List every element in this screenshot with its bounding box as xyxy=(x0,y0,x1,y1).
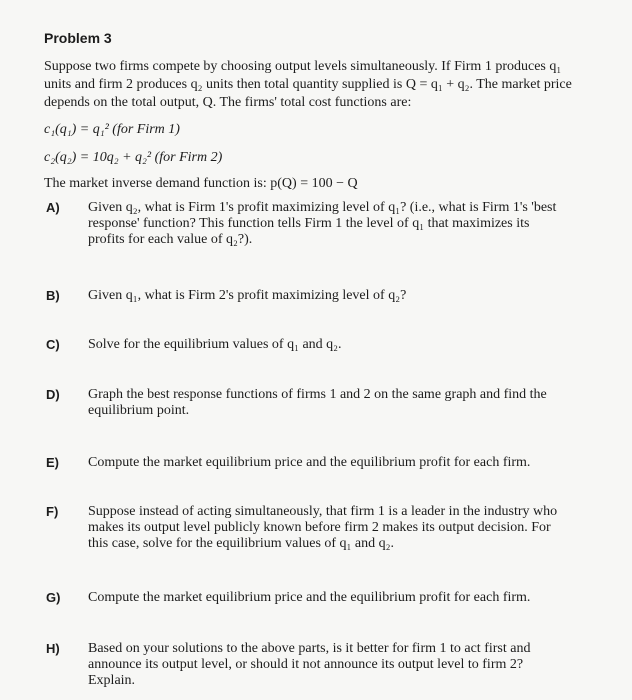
question-label: F) xyxy=(46,504,59,519)
question-text: Suppose instead of acting simultaneously, that firm 1 is a leader in the industry who makes its output level publicly known before firm 2 makes its output decision. For this case, solve for the equilibrium values of q₁ and q₂. xyxy=(88,504,558,551)
question-label: D) xyxy=(46,387,60,402)
question-text: Graph the best response functions of firms 1 and 2 on the same graph and find the equilibrium point. xyxy=(88,387,547,418)
question-text: Compute the market equilibrium price and the equilibrium profit for each firm. xyxy=(88,455,531,470)
question-label: B) xyxy=(46,288,60,303)
problem-title: Problem 3 xyxy=(44,30,112,46)
question-text: Given q₂, what is Firm 1's profit maximizing level of q₁? (i.e., what is Firm 1's 'best response' function? This function tells Firm 1 the level of q₁ that maximizes its profits for each value of q₂?). xyxy=(88,200,557,247)
demand-function: The market inverse demand function is: p(Q) = 100 − Q xyxy=(44,176,358,191)
cost-function-firm1: c₁(q₁) = q₁² (for Firm 1) xyxy=(44,122,180,137)
question-text: Given q₁, what is Firm 2's profit maximizing level of q₂? xyxy=(88,288,407,303)
question-label: A) xyxy=(46,200,60,215)
question-text: Solve for the equilibrium values of q₁ and q₂. xyxy=(88,337,342,352)
question-text: Based on your solutions to the above parts, is it better for firm 1 to act first and announce its output level, or should it not announce its output level to firm 2? Explain. xyxy=(88,641,531,688)
problem-intro: Suppose two firms compete by choosing output levels simultaneously. If Firm 1 produces q₁ units and firm 2 produces q₂ units then total quantity supplied is Q = q₁ + q₂. The market price depends on the total output, Q. The firms' total cost functions are: xyxy=(44,59,572,110)
question-text: Compute the market equilibrium price and the equilibrium profit for each firm. xyxy=(88,590,531,605)
question-label: E) xyxy=(46,455,59,470)
question-label: G) xyxy=(46,590,61,605)
cost-function-firm2: c₂(q₂) = 10q₂ + q₂² (for Firm 2) xyxy=(44,150,223,165)
question-label: H) xyxy=(46,641,60,656)
question-label: C) xyxy=(46,337,60,352)
